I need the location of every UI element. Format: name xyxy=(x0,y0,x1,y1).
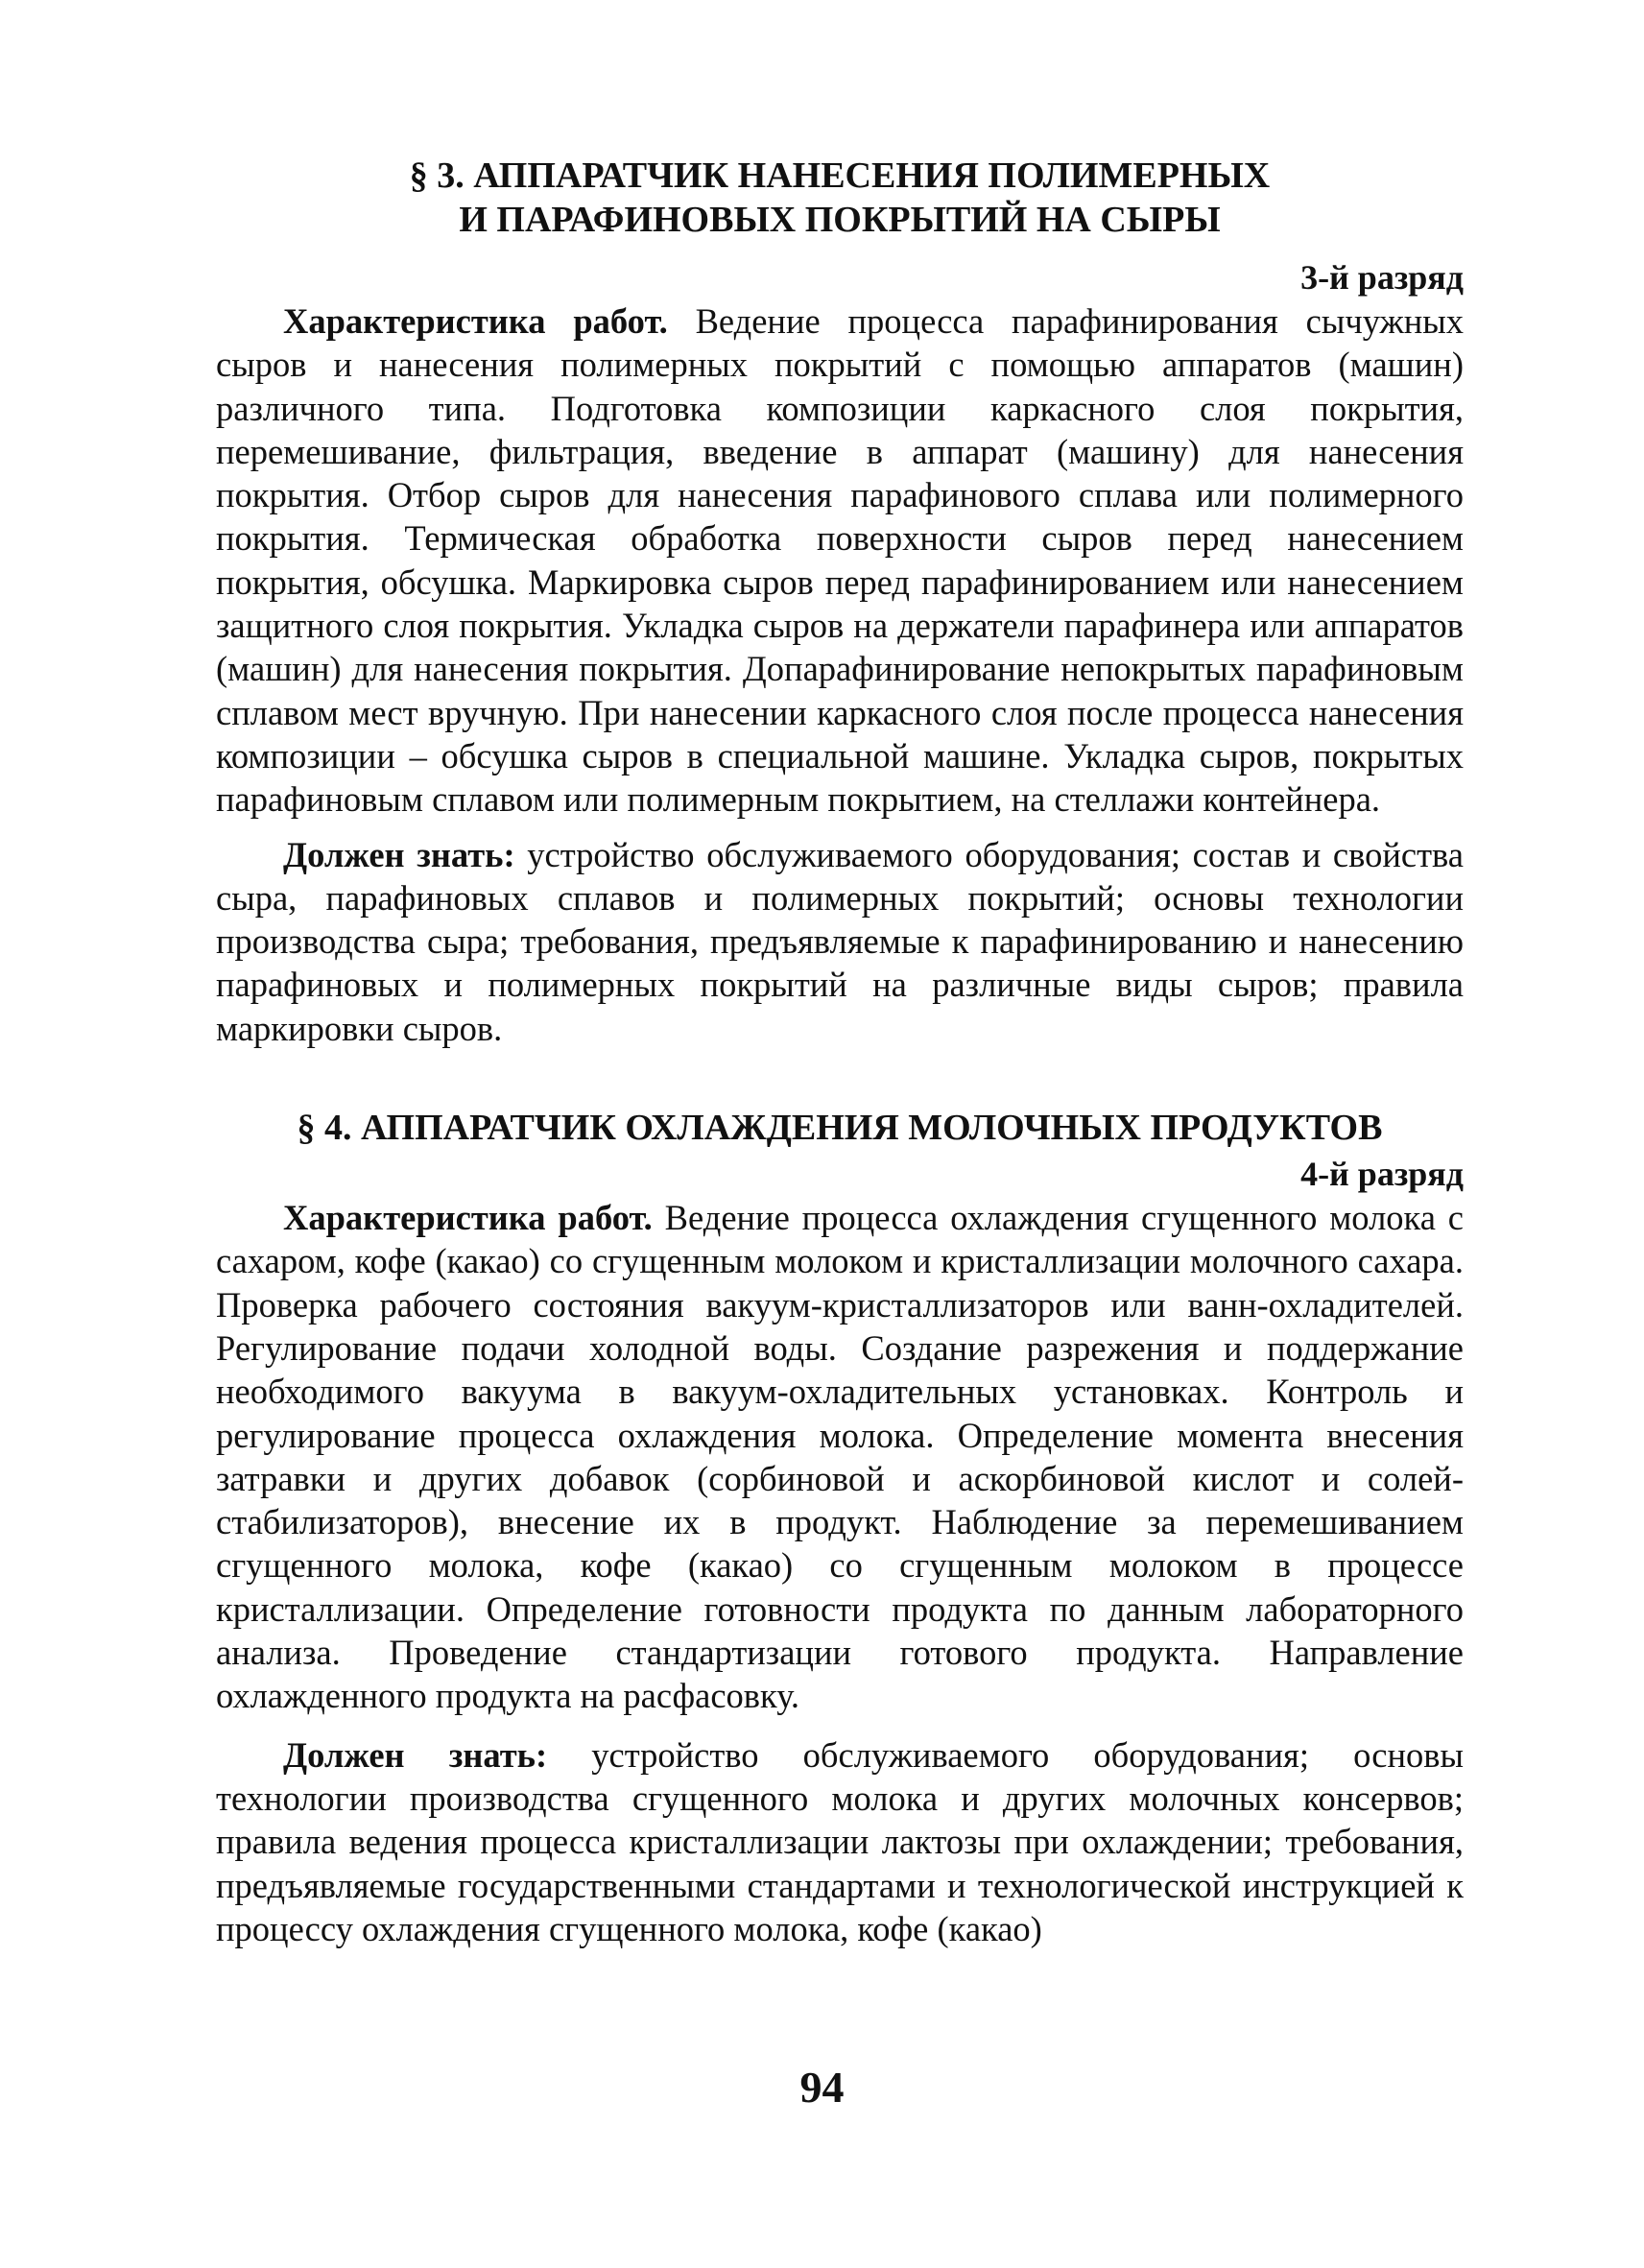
section-4-knowledge xyxy=(216,1733,1464,1950)
section-4 xyxy=(216,1106,1464,1950)
section-4-characteristics-text: Ведение процесса охлаждения сгущенного молока с сахаром, кофе (какао) со сгущенным молоком и кристаллизации молочного сахара. Проверка рабочего состояния вакуум-кристаллизаторов или ванн-охладителей. Регулирование подачи холодной воды. Создание разрежения и поддержание необходимого вакуума в вакуум-охладительных установках. Контроль и регулирование процесса охлаждения молока. Определение момента внесения затравки и других добавок (сорбиновой и аскорбиновой кислот и солей-стабилизаторов), внесение их в продукт. Наблюдение за перемешиванием сгущенного молока, кофе (какао) со сгущенным молоком в процессе кристаллизации. Определение готовности продукта по данным лабораторного анализа. Проведение стандартизации готового продукта. Направление охлажденного продукта на расфасовку. xyxy=(216,1198,1464,1716)
section-3-title xyxy=(216,154,1464,242)
section-3-knowledge-label: Должен знать: xyxy=(283,834,515,874)
section-4-characteristics-label: Характеристика работ. xyxy=(283,1198,653,1238)
section-4-title: § 4. АППАРАТЧИК ОХЛАЖДЕНИЯ МОЛОЧНЫХ ПРОДУКТОВ xyxy=(297,1108,1383,1149)
section-3-characteristics-label: Характеристика работ. xyxy=(283,301,668,341)
page-number: 94 xyxy=(799,2063,845,2112)
section-3-knowledge-text: устройство обслуживаемого оборудования; состав и свойства сыра, парафиновых сплавов и полимерных покрытий; основы технологии производства сыра; требования, предъявляемые к парафинированию и нанесению парафиновых и полимерных покрытий на различные виды сыров; правила маркировки сыров. xyxy=(216,834,1464,1048)
section-3-grade: 3-й разряд xyxy=(1300,258,1464,297)
section-4-characteristics xyxy=(216,1196,1464,1718)
section-3-characteristics-text: Ведение процесса парафинирования сычужных сыров и нанесения полимерных покрытий с помощью аппаратов (машин) различного типа. Подготовка композиции каркасного слоя покрытия, перемешивание, фильтрация, введение в аппарат (машину) для нанесения покрытия. Отбор сыров для нанесения парафинового сплава или полимерного покрытия. Термическая обработка поверхности сыров перед нанесением покрытия, обсушка. Маркировка сыров перед парафинированием или нанесением защитного слоя покрытия. Укладка сыров на держатели парафинера или аппаратов (машин) для нанесения покрытия. Допарафинирование непокрытых парафиновым сплавом мест вручную. При нанесении каркасного слоя после процесса нанесения композиции – обсушка сыров в специальной машине. Укладка сыров, покрытых парафиновым сплавом или полимерным покрытием, на стеллажи контейнера. xyxy=(216,301,1464,820)
section-4-grade: 4-й разряд xyxy=(1300,1155,1464,1194)
section-3-characteristics xyxy=(216,299,1464,822)
section-4-knowledge-label: Должен знать: xyxy=(283,1734,548,1775)
section-3 xyxy=(216,154,1464,1050)
section-4-knowledge-text: устройство обслуживаемого оборудования; основы технологии производства сгущенного молока и других молочных консервов; правила ведения процесса кристаллизации лактозы при охлаждении; требования, предъявляемые государственными стандартами и технологической инструкцией к процессу охлаждения сгущенного молока, кофе (какао) xyxy=(216,1734,1465,1948)
section-3-title-line2: И ПАРАФИНОВЫХ ПОКРЫТИЙ НА СЫРЫ xyxy=(459,200,1221,240)
section-3-title-line1: § 3. АППАРАТЧИК НАНЕСЕНИЯ ПОЛИМЕРНЫХ xyxy=(409,155,1271,196)
page-content xyxy=(216,154,1464,1950)
section-3-knowledge xyxy=(216,833,1464,1050)
